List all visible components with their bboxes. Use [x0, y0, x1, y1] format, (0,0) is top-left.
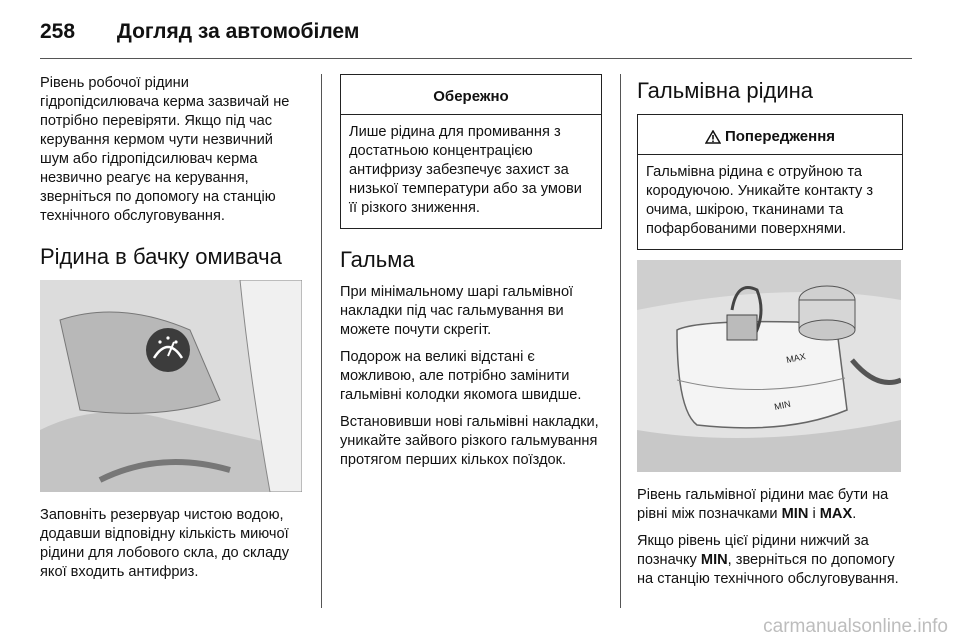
column-1: [40, 74, 304, 590]
column-2: [340, 74, 602, 478]
washer-fluid-paragraph: Заповніть резервуар чистою водою, додавши відповідну кількість миючої рідини для лобового скла, до складу якої входить антифриз.: [40, 507, 289, 580]
warning-triangle-icon: [705, 130, 721, 144]
caution-text: Лише рідина для промивання з достатньою концентрацією антифризу забезпечує захист за низької температури або за умови її різкого зниження.: [349, 124, 582, 216]
warning-box: [637, 114, 903, 250]
column-3: [637, 74, 903, 597]
column-divider-2: [620, 74, 621, 608]
brakes-paragraph-1: При мінімальному шарі гальмівної накладки під час гальмування ви можете почути скрегіт.: [340, 284, 574, 338]
brake-fluid-heading: Гальмівна рідина: [637, 78, 814, 103]
page-number: 258: [40, 20, 76, 43]
warning-text: Гальмівна рідина є отруйною та кородуючою. Уникайте контакту з очима, шкірою, тканинами та пофарбованими поверхнями.: [646, 164, 874, 237]
brake-fluid-paragraph-1: Рівень гальмівної рідини має бути на рівні між позначками MIN і MAX.: [637, 487, 889, 522]
brake-fluid-paragraph-2: Якщо рівень цієї рідини нижчий за позначку MIN, зверніться по допомогу на станцію технічного обслуговування.: [637, 533, 899, 587]
watermark: carmanualsonline.info: [763, 616, 948, 637]
washer-reservoir-illustration: [40, 280, 302, 492]
min-mark-label: MIN: [773, 398, 792, 412]
caution-title: Обережно: [341, 75, 601, 115]
brakes-heading: Гальма: [340, 247, 415, 272]
warning-title-row: [638, 115, 902, 155]
max-mark-label: MAX: [785, 351, 807, 365]
warning-title: Попередження: [724, 128, 836, 145]
brake-fluid-reservoir-illustration: [637, 260, 901, 472]
page-title: Догляд за автомобілем: [116, 20, 360, 43]
power-steering-paragraph: Рівень робочої рідини гідропідсилювача керма зазвичай не потрібно перевіряти. Якщо під час керування кермом чути незвичний шум або гідропідсилювач керма незвично реагує на керування, зверніться по допомогу на станцію технічного обслуговування.: [40, 75, 290, 224]
page-header: [40, 20, 359, 50]
washer-symbol-icon: [146, 328, 190, 372]
caution-box: [340, 74, 602, 229]
brakes-paragraph-2: Подорож на великі відстані є можливою, але потрібно замінити гальмівні колодки якомога швидше.: [340, 349, 582, 403]
column-divider-1: [321, 74, 322, 608]
brakes-paragraph-3: Встановивши нові гальмівні накладки, уникайте зайвого різкого гальмування протягом перших кількох поїздок.: [340, 414, 599, 468]
washer-fluid-heading: Рідина в бачку омивача: [40, 244, 282, 269]
header-divider: [40, 58, 912, 59]
